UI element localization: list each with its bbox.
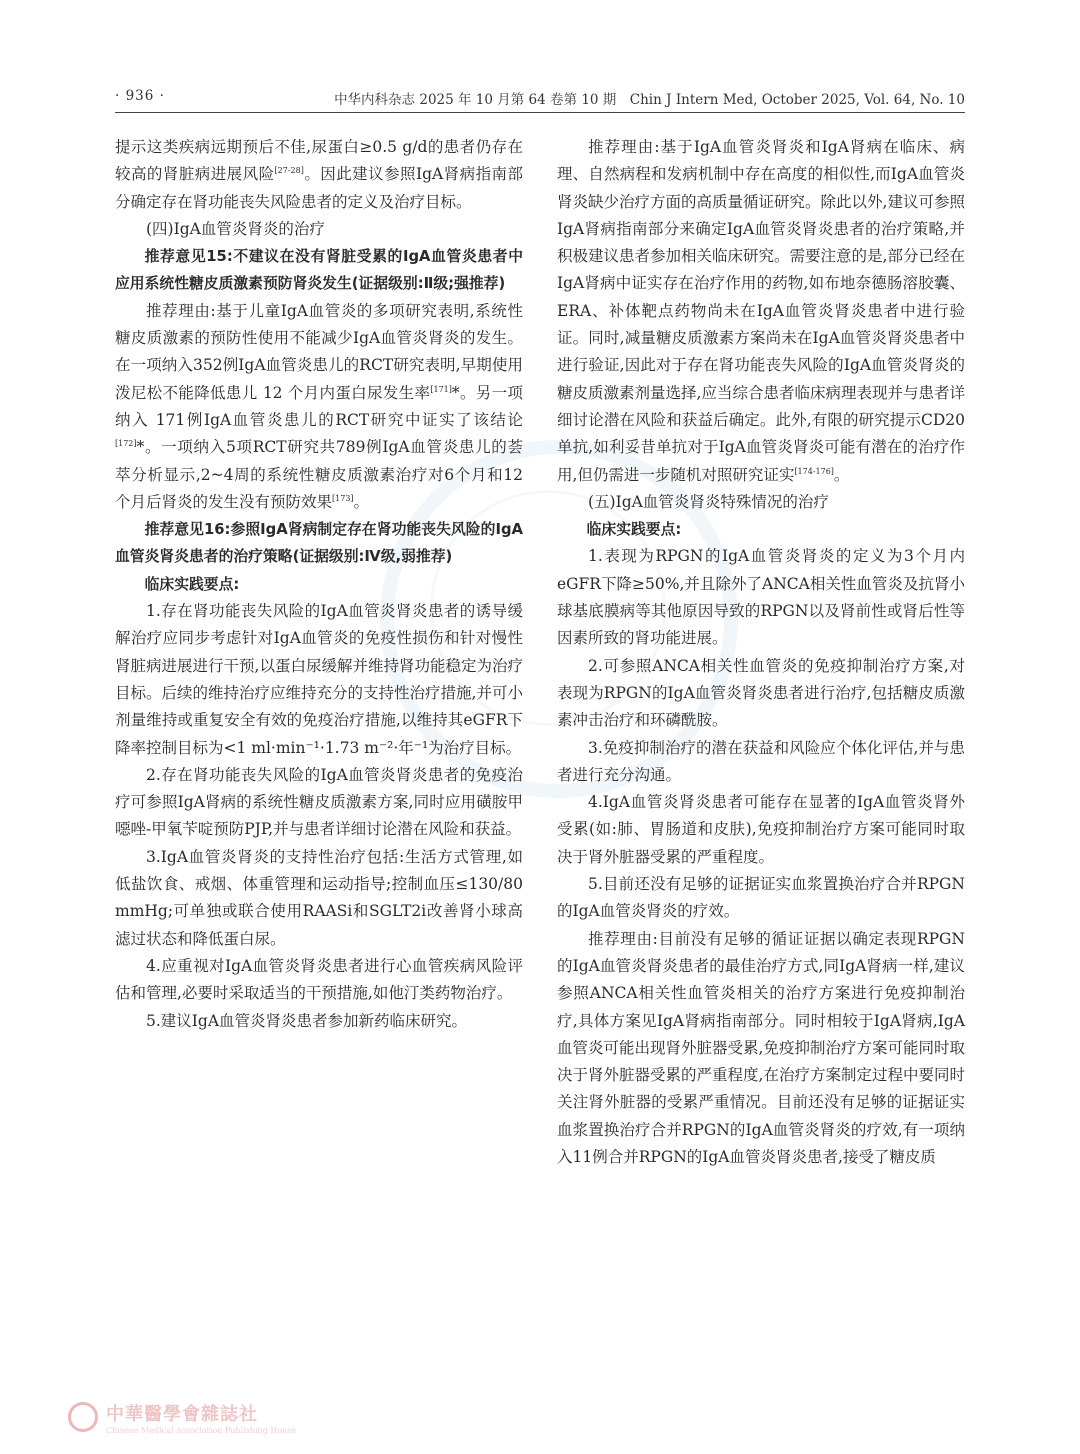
paragraph-reason-last: 推荐理由:目前没有足够的循证证据以确定表现RPGN的IgA血管炎肾炎患者的最佳治疗方式,同IgA肾病一样,建议参照ANCA相关性血管炎相关的治疗方案进行免疫抑制治疗,具体方案见IgA肾病指南部分。同时相较于IgA肾病,IgA血管炎可能出现肾外脏器受累,免疫抑制治疗方案可能同时取决于肾外脏器受累的严重程度,在治疗方案制定过程中要同时关注肾外脏器的受累严重情况。目前还没有足够的证据证实血浆置换治疗合并RPGN的IgA血管炎肾炎的疗效,有一项纳入11例合并RPGN的IgA血管炎肾炎患者,接受了糖皮质: [557, 929, 965, 1166]
right-column: [557, 134, 965, 1171]
publisher-logo: [68, 1400, 488, 1434]
left-column: [115, 134, 523, 1035]
practice-item: 1.存在肾功能丧失风险的IgA血管炎肾炎患者的诱导缓解治疗应同步考虑针对IgA血管炎的免疫性损伤和针对慢性肾脏病进展进行干预,以蛋白尿缓解并维持肾功能稳定为治疗目标。后续的维持治疗应维持充分的支持性治疗措施,并可小剂量维持或重复安全有效的免疫治疗措施,以维持其eGFR下降率控制目标为<1 ml·min⁻¹·1.73 m⁻²·年⁻¹为治疗目标。: [115, 602, 523, 757]
practice-points-heading: 临床实践要点:: [586, 521, 682, 539]
recommendation-16: 推荐意见16:参照IgA肾病制定存在肾功能丧失风险的IgA血管炎肾炎患者的治疗策略(证据级别:Ⅳ级,弱推荐): [115, 521, 523, 566]
practice-item: 5.建议IgA血管炎肾炎患者参加新药临床研究。: [146, 1011, 468, 1030]
paragraph: 提示这类疾病远期预后不佳,尿蛋白≥0.5 g/d的患者仍存在较高的肾脏病进展风险[27-28]。因此建议参照IgA肾病指南部分确定存在肾功能丧失风险患者的定义及治疗目标。: [115, 138, 523, 211]
practice-item: 2.存在肾功能丧失风险的IgA血管炎肾炎患者的免疫治疗可参照IgA肾病的系统性糖皮质激素方案,同时应用磺胺甲噁唑-甲氧苄啶预防PJP,并与患者详细讨论潜在风险和获益。: [115, 765, 523, 839]
practice-item: 2.可参照ANCA相关性血管炎的免疫抑制治疗方案,对表现为RPGN的IgA血管炎肾炎患者进行治疗,包括糖皮质激素冲击治疗和环磷酰胺。: [557, 656, 965, 730]
publisher-emblem-icon: [68, 1402, 98, 1432]
practice-points-heading: 临床实践要点:: [144, 575, 240, 593]
section-heading-5: (五)IgA血管炎肾炎特殊情况的治疗: [588, 492, 829, 511]
journal-citation: 中华内科杂志 2025 年 10 月第 64 卷第 10 期 Chin J Intern Med, October 2025, Vol. 64, No. 10: [334, 92, 965, 108]
section-heading-4: (四)IgA血管炎肾炎的治疗: [146, 219, 325, 238]
practice-item: 5.目前还没有足够的证据证实血浆置换治疗合并RPGN的IgA血管炎肾炎的疗效。: [557, 875, 965, 921]
practice-item: 3.免疫抑制治疗的潜在获益和风险应个体化评估,并与患者进行充分沟通。: [557, 738, 965, 784]
paragraph-reason-15: 推荐理由:基于儿童IgA血管炎的多项研究表明,系统性糖皮质激素的预防性使用不能减少IgA血管炎肾炎的发生。在一项纳入352例IgA血管炎患儿的RCT研究表明,早期使用泼尼松不能降低患儿 12 个月内蛋白尿发生率[171]*。另一项纳入 171例IgA血管炎患儿的RCT研究中证实了该结论[172]*。一项纳入5项RCT研究共789例IgA血管炎患儿的荟萃分析显示,2~4周的系统性糖皮质激素治疗对6个月和12个月后肾炎的发生没有预防效果[173]。: [115, 301, 523, 511]
publisher-name-en: Chinese Medical Association Publishing House: [106, 1425, 297, 1435]
practice-item: 4.IgA血管炎肾炎患者可能存在显著的IgA血管炎肾外受累(如:肺、胃肠道和皮肤),免疫抑制治疗方案可能同时取决于肾外脏器受累的严重程度。: [557, 793, 965, 866]
practice-item: 1.表现为RPGN的IgA血管炎肾炎的定义为3个月内eGFR下降≥50%,并且除外了ANCA相关性血管炎及抗肾小球基底膜病等其他原因导致的RPGN以及肾前性或肾后性等因素所致的肾功能进展。: [557, 547, 965, 648]
running-header: [115, 86, 965, 113]
page-number: · 936 ·: [115, 88, 165, 104]
paragraph-reason-16: 推荐理由:基于IgA血管炎肾炎和IgA肾病在临床、病理、自然病程和发病机制中存在高度的相似性,而IgA血管炎肾炎缺少治疗方面的高质量循证研究。除此以外,建议可参照IgA肾病指南部分来确定IgA血管炎肾炎患者的治疗策略,并积极建议患者参加相关临床研究。需要注意的是,部分已经在IgA肾病中证实存在治疗作用的药物,如布地奈德肠溶胶囊、ERA、补体靶点药物尚未在IgA血管炎肾炎患者中进行验证。同时,减量糖皮质激素方案尚未在IgA血管炎肾炎患者中进行验证,因此对于存在肾功能丧失风险的IgA血管炎肾炎的糖皮质激素剂量选择,应当综合患者临床病理表现并与患者详细讨论潜在风险和获益后确定。此外,有限的研究提示CD20单抗,如利妥昔单抗对于IgA血管炎肾炎可能有潜在的治疗作用,但仍需进一步随机对照研究证实[174-176]。: [557, 138, 965, 484]
publisher-name: 中華醫學會雜誌社: [106, 1403, 258, 1425]
recommendation-15: 推荐意见15:不建议在没有肾脏受累的IgA血管炎患者中应用系统性糖皮质激素预防肾炎发生(证据级别:Ⅱ级;强推荐): [115, 248, 523, 293]
practice-item: 4.应重视对IgA血管炎肾炎患者进行心血管疾病风险评估和管理,必要时采取适当的干预措施,如他汀类药物治疗。: [115, 956, 523, 1003]
practice-item: 3.IgA血管炎肾炎的支持性治疗包括:生活方式管理,如低盐饮食、戒烟、体重管理和运动指导;控制血压≤130/80 mmHg;可单独或联合使用RAASi和SGLT2i改善肾小球高滤过状态和降低蛋白尿。: [115, 847, 523, 948]
